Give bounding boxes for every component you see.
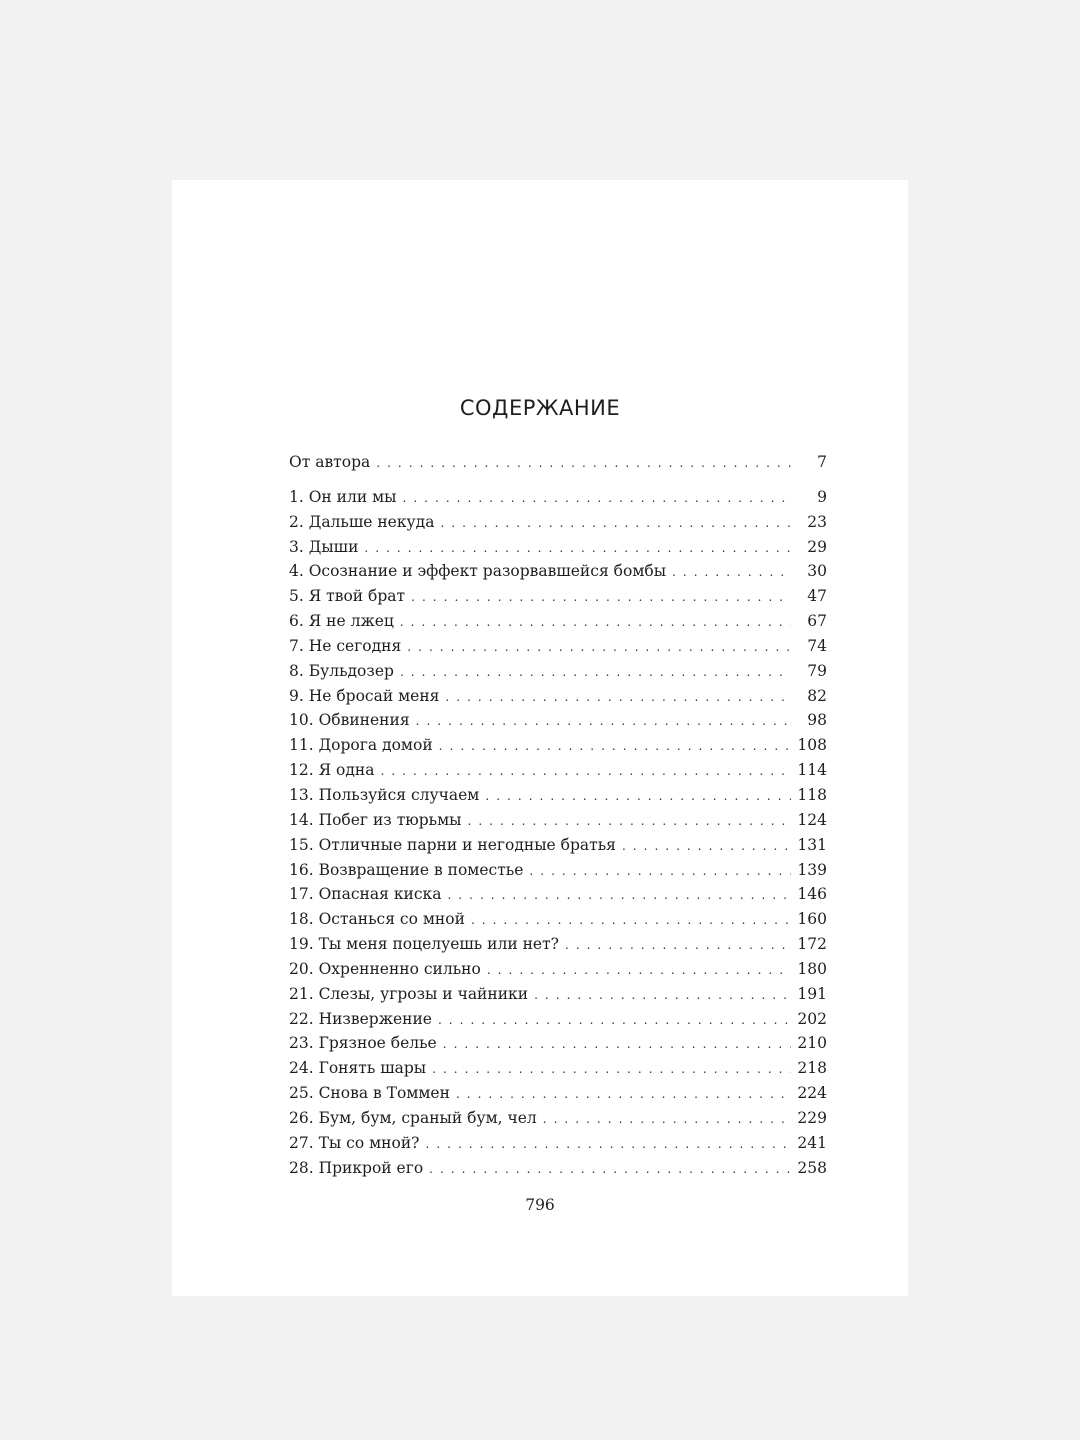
toc-entry-page: 224 (797, 1084, 827, 1103)
toc-entry-page: 191 (797, 984, 827, 1003)
dot-leader (407, 635, 791, 660)
toc-entry (289, 783, 827, 808)
toc-entry-title: 27. Ты со мной? (289, 1133, 420, 1152)
dot-leader (432, 1057, 791, 1082)
toc-entry-page: 67 (807, 612, 827, 631)
dot-leader (440, 511, 791, 536)
dot-leader (622, 834, 791, 859)
dot-leader (400, 610, 791, 635)
toc-entry (289, 858, 827, 883)
page-title: СОДЕРЖАНИЕ (459, 396, 621, 420)
page-number: 796 (525, 1196, 555, 1214)
dot-leader (468, 809, 791, 834)
toc-entry (289, 733, 827, 758)
toc-entry (289, 684, 827, 709)
dot-leader (565, 933, 791, 958)
toc-entry-page: 229 (797, 1108, 827, 1127)
toc-entry-title: 11. Дорога домой (289, 736, 433, 755)
toc-entry-page: 131 (797, 835, 827, 854)
toc-entry (289, 559, 827, 584)
toc-entry-page: 114 (797, 761, 827, 780)
toc-entry-page: 98 (807, 711, 827, 730)
dot-leader (471, 908, 791, 933)
toc-entry (289, 1081, 827, 1106)
toc-entry (289, 758, 827, 783)
toc-entry (289, 510, 827, 535)
toc-entry-title: 23. Грязное белье (289, 1034, 437, 1053)
dot-leader (672, 560, 791, 585)
dot-leader (400, 660, 791, 685)
toc-entry-title: 25. Снова в Томмен (289, 1084, 450, 1103)
dot-leader (445, 685, 791, 710)
toc-entry-page: 160 (797, 910, 827, 929)
toc-entry-title: 19. Ты меня поцелуешь или нет? (289, 935, 559, 954)
toc-entry-page: 29 (807, 537, 827, 556)
toc-entry (289, 584, 827, 609)
toc-entry (289, 833, 827, 858)
toc-entry-title: 10. Обвинения (289, 711, 410, 730)
dot-leader (543, 1107, 791, 1132)
toc-entry-title: 9. Не бросай меня (289, 686, 440, 705)
toc-entry (289, 932, 827, 957)
toc-entry-title: От автора (289, 453, 371, 471)
dot-leader (534, 983, 791, 1008)
toc-entry (289, 659, 827, 684)
toc-entry-page: 79 (807, 661, 827, 680)
dot-leader (487, 958, 791, 983)
dot-leader (447, 883, 791, 908)
toc-entry (289, 1031, 827, 1056)
toc-entry-title: 22. Низвержение (289, 1009, 432, 1028)
toc-entry-page: 258 (797, 1158, 827, 1177)
toc-entry (289, 907, 827, 932)
dot-leader (456, 1082, 791, 1107)
toc-entry-title: 13. Пользуйся случаем (289, 785, 480, 804)
toc-entry-title: 20. Охренненно сильно (289, 959, 481, 978)
toc-entry (289, 708, 827, 733)
dot-leader (376, 451, 791, 476)
toc-entry-page: 118 (797, 785, 827, 804)
toc-entry-title: 18. Останься со мной (289, 910, 465, 929)
toc-entry (289, 808, 827, 833)
toc-entry (289, 535, 827, 560)
toc-entry-title: 12. Я одна (289, 761, 375, 780)
toc-entry-page: 30 (807, 562, 827, 581)
dot-leader (438, 1008, 791, 1033)
toc-entry-page: 139 (797, 860, 827, 879)
toc-entry (289, 1007, 827, 1032)
toc-entry-title: 17. Опасная киска (289, 885, 442, 904)
toc-entry-title: 3. Дыши (289, 537, 359, 556)
toc-entry-title: 16. Возвращение в поместье (289, 860, 524, 879)
toc-entry (289, 1156, 827, 1181)
toc-entry-title: 14. Побег из тюрьмы (289, 810, 462, 829)
toc-entry-page: 108 (797, 736, 827, 755)
dot-leader (439, 734, 791, 759)
toc-entry-title: 26. Бум, бум, сраный бум, чел (289, 1108, 537, 1127)
toc-entry-title: 5. Я твой брат (289, 587, 406, 606)
toc-entry (289, 450, 827, 475)
dot-leader (425, 1132, 791, 1157)
toc-entry (289, 1131, 827, 1156)
toc-entry (289, 1056, 827, 1081)
dot-leader (485, 784, 791, 809)
dot-leader (529, 859, 791, 884)
toc-entry-title: 4. Осознание и эффект разорвавшейся бомбы (289, 562, 667, 581)
toc-entry-page: 172 (797, 935, 827, 954)
toc-entry (289, 1106, 827, 1131)
dot-leader (429, 1157, 791, 1182)
dot-leader (364, 536, 791, 561)
toc-entry-page: 124 (797, 810, 827, 829)
toc-entry-page: 210 (797, 1034, 827, 1053)
toc-entry-page: 23 (807, 512, 827, 531)
dot-leader (411, 585, 791, 610)
toc-entry-title: 28. Прикрой его (289, 1158, 424, 1177)
toc-entry-page: 82 (807, 686, 827, 705)
toc-entry (289, 634, 827, 659)
dot-leader (443, 1032, 791, 1057)
toc-entry-title: 21. Слезы, угрозы и чайники (289, 984, 529, 1003)
dot-leader (416, 709, 791, 734)
toc-entry (289, 957, 827, 982)
toc-entry-page: 146 (797, 885, 827, 904)
toc-entry (289, 609, 827, 634)
dot-leader (403, 486, 791, 511)
toc-entry-title: 7. Не сегодня (289, 636, 402, 655)
toc-entry-page: 218 (797, 1059, 827, 1078)
toc-entry-title: 1. Он или мы (289, 487, 397, 506)
toc-entry-title: 24. Гонять шары (289, 1059, 427, 1078)
toc-entry (289, 982, 827, 1007)
toc-entry-title: 2. Дальше некуда (289, 512, 435, 531)
toc-entry-title: 6. Я не лжец (289, 612, 394, 631)
toc-entry-page: 9 (817, 487, 827, 506)
toc-entry-title: 8. Бульдозер (289, 661, 394, 680)
toc-entry-page: 47 (807, 587, 827, 606)
dot-leader (380, 759, 791, 784)
toc-entry-page: 74 (807, 636, 827, 655)
table-of-contents (289, 450, 827, 1180)
toc-entry (289, 882, 827, 907)
toc-entry-page: 202 (797, 1009, 827, 1028)
toc-entry-title: 15. Отличные парни и негодные братья (289, 835, 616, 854)
toc-entry-page: 180 (797, 959, 827, 978)
toc-entry (289, 485, 827, 510)
toc-entry-page: 241 (797, 1133, 827, 1152)
toc-entry-page: 7 (817, 453, 827, 471)
book-page (172, 180, 908, 1296)
